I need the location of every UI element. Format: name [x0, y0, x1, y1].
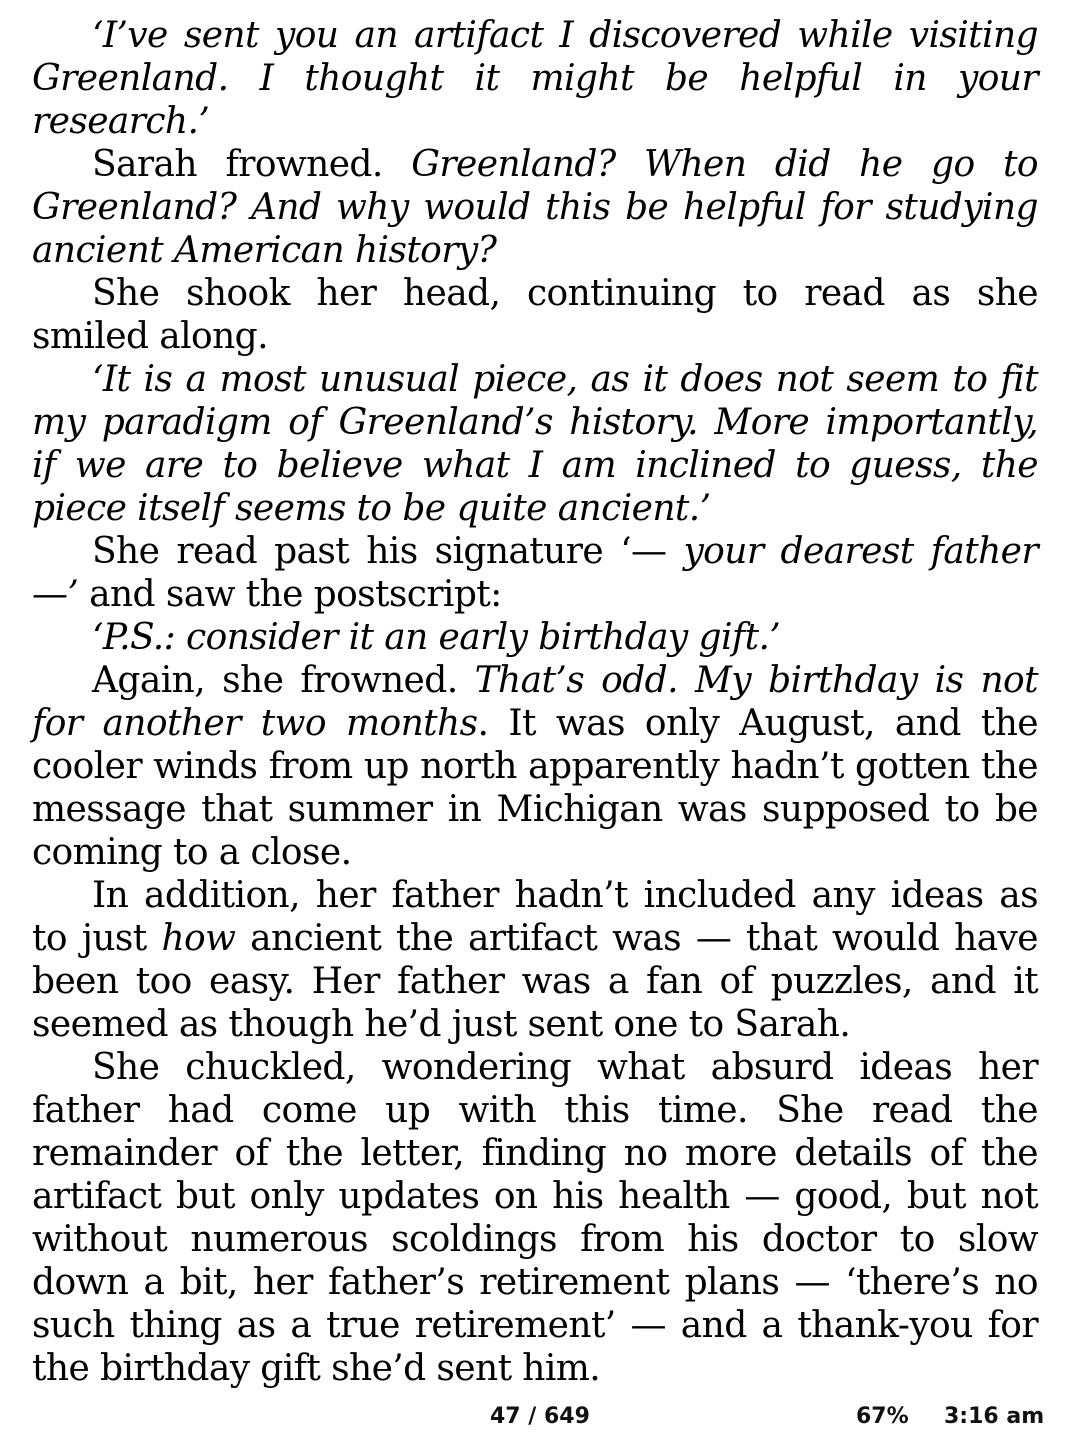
text-run: ancient the artifact was — that would have been too easy. Her father was a fan of puzzles, and it seemed as though he’d just sent one to Sarah. [32, 918, 1038, 1045]
text-run: She chuckled, wondering what absurd ideas her father had come up with this time. She read the remainder of the letter, finding no more details of the artifact but only updates on his health — good, but not without numerous scoldings from his doctor to slow down a bit, her father’s retirement plans — ‘there’s no such thing as a true retirement’ — and a thank-you for the birthday gift she’d sent him. [32, 1047, 1038, 1389]
book-paragraph [32, 616, 1038, 659]
text-run: and saw the postscript: [78, 574, 502, 615]
italic-text-run: your dearest father —’ [32, 531, 1038, 615]
text-run: Again, she frowned. [92, 660, 475, 701]
book-paragraph [32, 358, 1038, 530]
text-run: . It was only August, and the cooler winds from up north apparently hadn’t gotten the message that summer in Michigan was supposed to be coming to a close. [32, 703, 1038, 873]
book-paragraph [32, 143, 1038, 272]
text-run: She shook her head, continuing to read as she smiled along. [32, 273, 1038, 357]
book-paragraph [32, 530, 1038, 616]
page-indicator[interactable]: 47 / 649 [490, 1404, 590, 1429]
book-paragraph [32, 659, 1038, 874]
italic-text-run: how [161, 918, 236, 959]
clock: 3:16 am [944, 1404, 1045, 1429]
text-run: She read past his signature ‘— [92, 531, 684, 572]
italic-text-run: That’s odd. My birthday is not for another two months [32, 660, 1038, 744]
book-paragraph [32, 874, 1038, 1046]
italic-text-run: ‘It is a most unusual piece, as it does not seem to fit my paradigm of Greenland’s history. More importantly, if we are to believe what I am inclined to guess, the piece itself seems to be quite ancient.’ [32, 359, 1038, 529]
italic-text-run: ‘I’ve sent you an artifact I discovered while visiting Greenland. I thought it might be helpful in your research.’ [32, 15, 1038, 142]
reader-page[interactable] [32, 14, 1038, 1389]
status-footer [0, 1396, 1072, 1436]
battery-indicator: 67% [856, 1404, 909, 1429]
book-paragraph [32, 14, 1038, 143]
text-run: In addition, her father hadn’t included any ideas as to just [32, 875, 1038, 959]
book-paragraph [32, 1046, 1038, 1390]
italic-text-run: ‘P.S.: consider it an early birthday gift.’ [92, 617, 781, 658]
text-run: Sarah frowned. [92, 144, 412, 185]
book-paragraph [32, 272, 1038, 358]
italic-text-run: Greenland? When did he go to Greenland? And why would this be helpful for studying ancient American history? [32, 144, 1038, 271]
